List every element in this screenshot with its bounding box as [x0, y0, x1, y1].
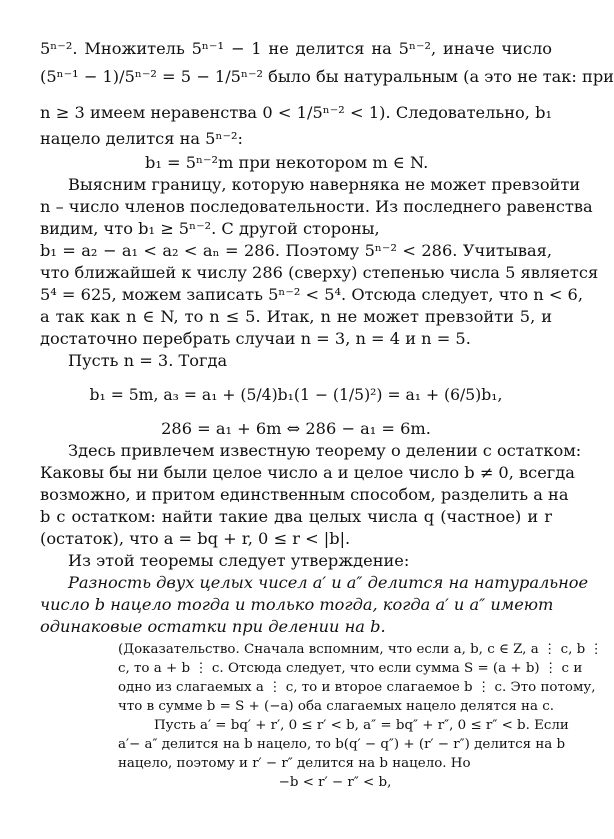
text-line: нацело делится на 5ⁿ⁻²:	[40, 129, 243, 148]
text-line: b₁ = a₂ − a₁ < a₂ < aₙ = 286. Поэтому 5ⁿ⁻² < 286. Учитывая,	[40, 241, 552, 260]
proof-line: одно из слагаемых a ⋮ c, то и второе слагаемое b ⋮ c. Это потому,	[118, 680, 596, 695]
text-line: возможно, и притом единственным способом, разделить a на	[40, 485, 569, 504]
statement-line: число b нацело тогда и только тогда, когда a′ и a″ имеют	[40, 595, 554, 614]
text-line: 5⁴ = 625, можем записать 5ⁿ⁻² < 5⁴. Отсюда следует, что n < 6,	[40, 285, 584, 304]
formula-line: b₁ = 5m, a₃ = a₁ + (5/4)b₁(1 − (1/5)²) = a₁ + (6/5)b₁,	[89, 386, 503, 404]
text-line: n ≥ 3 имеем неравенства 0 < 1/5ⁿ⁻² < 1). Следовательно, b₁	[40, 103, 552, 122]
text-line: (5ⁿ⁻¹ − 1)/5ⁿ⁻² = 5 − 1/5ⁿ⁻² было бы натуральным (а это не так: при	[40, 67, 614, 86]
statement-line: одинаковые остатки при делении на b.	[40, 617, 386, 636]
formula-line: b₁ = 5ⁿ⁻²m при некотором m ∈ N.	[145, 153, 429, 172]
text-line: а так как n ∈ N, то n ≤ 5. Итак, n не может превзойти 5, и	[40, 307, 552, 326]
text-line: n – число членов последовательности. Из последнего равенства	[40, 197, 593, 216]
formula-line: 286 = a₁ + 6m ⇔ 286 − a₁ = 6m.	[161, 419, 431, 438]
proof-line: Пусть a′ = bq′ + r′, 0 ≤ r′ < b, a″ = bq″ + r″, 0 ≤ r″ < b. Если	[154, 718, 569, 733]
text-line: Каковы бы ни были целое число a и целое число b ≠ 0, всегда	[40, 463, 575, 482]
proof-formula: −b < r′ − r″ < b,	[278, 775, 392, 790]
text-line: b с остатком: найти такие два целых числа q (частное) и r	[40, 507, 552, 526]
text-line: Пусть n = 3. Тогда	[68, 351, 228, 370]
text-line: видим, что b₁ ≥ 5ⁿ⁻². С другой стороны,	[40, 219, 380, 238]
text-line: Выясним границу, которую наверняка не может превзойти	[68, 175, 581, 194]
proof-line: нацело, поэтому и r′ − r″ делится на b нацело. Но	[118, 756, 471, 771]
statement-line: Разность двух целых чисел a′ и a″ делится на натуральное	[68, 573, 589, 592]
text-line: что ближайшей к числу 286 (сверху) степенью числа 5 является	[40, 263, 599, 282]
text-line: (остаток), что a = bq + r, 0 ≤ r < |b|.	[40, 529, 351, 548]
proof-line: (Доказательство. Сначала вспомним, что если a, b, c ∈ Z, a ⋮ c, b ⋮	[118, 642, 603, 657]
proof-line: c, то a + b ⋮ c. Отсюда следует, что если сумма S = (a + b) ⋮ c и	[118, 661, 583, 676]
proof-line: что в сумме b = S + (−a) оба слагаемых нацело делятся на c.	[118, 699, 554, 714]
text-line: Здесь привлечем известную теорему о делении с остатком:	[68, 441, 582, 460]
text-line: 5ⁿ⁻². Множитель 5ⁿ⁻¹ − 1 не делится на 5ⁿ⁻², иначе число	[40, 39, 552, 58]
text-line: достаточно перебрать случаи n = 3, n = 4 и n = 5.	[40, 329, 471, 348]
text-line: Из этой теоремы следует утверждение:	[68, 551, 410, 570]
proof-line: a′− a″ делится на b нацело, то b(q′ − q″) + (r′ − r″) делится на b	[118, 737, 566, 752]
